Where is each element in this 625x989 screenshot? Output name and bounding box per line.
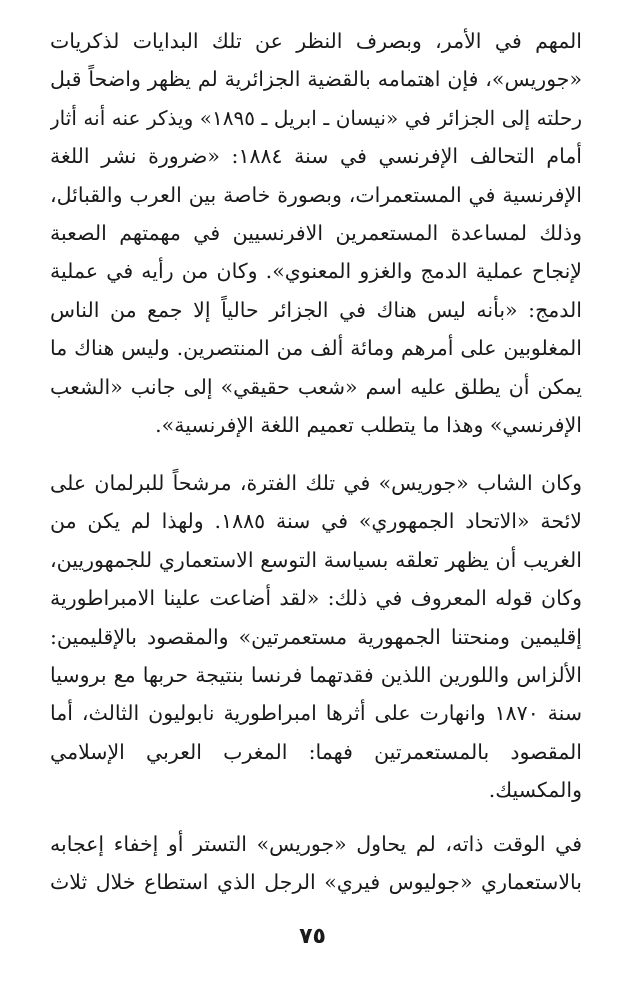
- text-line: سنة ١٨٧٠ وانهارت على أثرها امبراطورية نابوليون الثالث، أما: [50, 701, 582, 726]
- page-number: ٧٥: [299, 924, 326, 949]
- text-line: أمام التحالف الإفرنسي في سنة ١٨٨٤: «ضرورة نشر اللغة: [50, 144, 582, 169]
- text-line: والمكسيك.: [488, 778, 582, 803]
- text-line: الإفرنسي» وهذا ما يتطلب تعميم اللغة الإفرنسية».: [155, 412, 582, 437]
- text-line: إقليمين ومنحتنا الجمهورية مستعمرتين» والمقصود بالإقليمين:: [50, 624, 582, 649]
- text-line: المهم في الأمر، وبصرف النظر عن تلك البدايات لذكريات: [50, 29, 582, 53]
- text-line: الغريب أن يظهر تعلقه بسياسة التوسع الاستعماري للجمهوريين،: [50, 547, 582, 572]
- text-line: لائحة «الاتحاد الجمهوري» في سنة ١٨٨٥. ولهذا لم يكن من: [50, 509, 582, 534]
- text-line: وكان قوله المعروف في ذلك: «لقد أضاعت علينا الامبراطورية: [50, 586, 582, 611]
- text-line: المقصود بالمستعمرتين فهما: المغرب العربي الإسلامي: [50, 739, 582, 764]
- text-line: الدمج: «بأنه ليس هناك في الجزائر حالياً إلا جمع من الناس: [50, 297, 582, 322]
- text-line: الإفرنسية في المستعمرات، وبصورة خاصة بين العرب والقبائل،: [50, 182, 582, 207]
- text-line: بالاستعماري «جوليوس فيري» الرجل الذي استطاع خلال ثلاث: [50, 870, 582, 895]
- text-line: «جوريس»، فإن اهتمامه بالقضية الجزائرية لم يظهر واضحاً قبل: [50, 67, 582, 92]
- paragraph-2: [50, 464, 582, 810]
- text-line: في الوقت ذاته، لم يحاول «جوريس» التستر أو إخفاء إعجابه: [50, 832, 582, 856]
- paragraph-1: [50, 22, 582, 444]
- text-line: الألزاس واللورين اللذين فقدتهما فرنسا بنتيجة حربها مع بروسيا: [50, 662, 582, 687]
- text-line: المغلوبين على أمرهم ومائة ألف من المنتصرين. وليس هناك ما: [50, 336, 582, 361]
- text-line: لإنجاح عملية الدمج والغزو المعنوي». وكان من رأيه في عملية: [50, 259, 582, 284]
- text-line: وكان الشاب «جوريس» في تلك الفترة، مرشحاً للبرلمان على: [50, 471, 582, 495]
- text-line: رحلته إلى الجزائر في «نيسان ـ ابريل ـ ١٨٩٥» ويذكر عنه أنه أثار: [50, 105, 582, 130]
- text-line: يمكن أن يطلق عليه اسم «شعب حقيقي» إلى جانب «الشعب: [50, 374, 582, 399]
- text-line: وذلك لمساعدة المستعمرين الافرنسيين في مهمتهم الصعبة: [50, 220, 582, 245]
- paragraph-3: [50, 825, 582, 902]
